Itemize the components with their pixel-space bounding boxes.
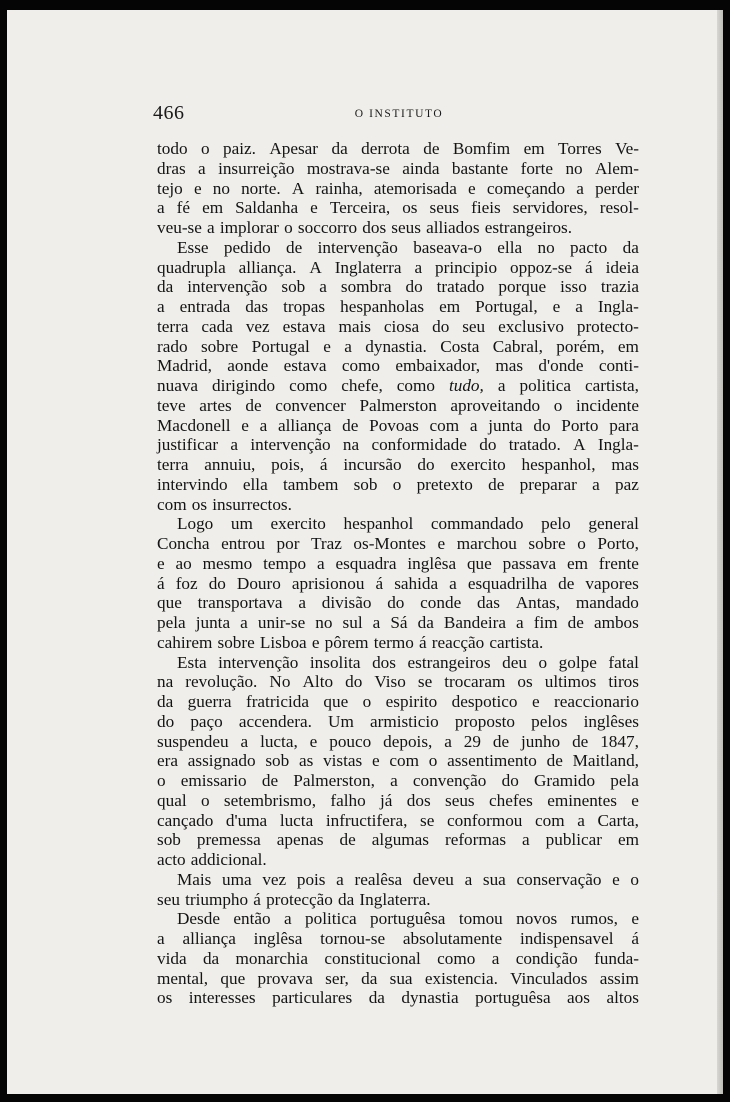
text-line: pela junta a unir-se no sul a Sá da Bandeira a fim de ambos [157,613,639,632]
text-line: acto addicional. [157,850,267,869]
text-line: justificar a intervenção na conformidade do tratado. A Ingla- [157,435,639,455]
text-line: todo o paiz. Apesar da derrota de Bomfim em Torres Ve- [157,139,639,158]
text-line: vida da monarchia constitucional como a condição funda- [157,948,639,968]
page-number: 466 [153,102,185,124]
text-line: nuava dirigindo como chefe, como tudo, a politica cartista, [157,376,639,395]
text-line: cançado d'uma lucta infructifera, se conformou com a Carta, [157,810,639,830]
text-line: quadrupla alliança. A Inglaterra a principio oppoz-se á ideia [157,257,639,277]
text-line: era assignado sob as vistas e com o assentimento de Maitland, [157,751,639,771]
text-line: a alliança inglêsa tornou-se absolutamente indispensavel á [157,929,639,948]
text-line: teve artes de convencer Palmerston aproveitando o incidente [157,395,639,415]
text-line: dras a insurreição mostrava-se ainda bastante forte no Alem- [157,158,639,178]
text-line: da guerra fratricida que o espirito despotico e reaccionario [157,692,639,711]
text-line: na revolução. No Alto do Viso se trocaram os ultimos tiros [157,672,639,692]
text-line: qual o setembrismo, falho já dos seus chefes eminentes e [157,790,639,810]
text-line: veu-se a implorar o soccorro dos seus alliados estrangeiros. [157,218,573,237]
text-line: mental, que provava ser, da sua existencia. Vinculados assim [157,968,639,988]
text-line: á foz do Douro aprisionou á sahida a esquadrilha de vapores [157,573,639,593]
text-line: terra cada vez estava mais ciosa do seu exclusivo protecto- [157,316,639,336]
text-line: o emissario de Palmerston, a convenção do Gramido pela [157,771,639,790]
text-line: e ao mesmo tempo a esquadra inglêsa que passava em frente [157,553,639,573]
text-line: que transportava a divisão do conde das Antas, mandado [157,593,639,613]
page-header [153,102,645,130]
text-line: intervindo ella tambem sob o pretexto de preparar a paz [157,474,639,494]
text-line: tejo e no norte. A rainha, atemorisada e começando a perder [157,178,639,198]
text-line: rado sobre Portugal e a dynastia. Costa Cabral, porém, em [157,336,639,356]
text-line: com os insurrectos. [157,494,292,514]
body-text [157,139,639,1008]
text-line: Mais uma vez pois a realêsa deveu a sua conservação e o [177,869,639,889]
text-line: da intervenção sob a sombra do tratado porque isso trazia [157,277,639,297]
text-line: cahirem sobre Lisboa e pôrem termo á reacção cartista. [157,632,544,652]
text-line: Esta intervenção insolita dos estrangeiros deu o golpe fatal [177,652,639,672]
text-line: Desde então a politica portuguêsa tomou novos rumos, e [177,909,639,929]
text-line: sob premessa apenas de algumas reformas a publicar em [157,830,639,850]
text-line: Concha entrou por Traz os-Montes e marchou sobre o Porto, [157,534,639,553]
text-line: a fé em Saldanha e Terceira, os seus fieis servidores, resol- [157,198,639,218]
page-edge [717,10,723,1094]
text-line: os interesses particulares da dynastia portuguêsa aos altos [157,988,639,1008]
text-line: seu triumpho á protecção da Inglaterra. [157,889,431,909]
text-line: a entrada das tropas hespanholas em Portugal, e a Ingla- [157,297,639,316]
running-head: O INSTITUTO [354,108,444,120]
text-line: terra annuiu, pois, á incursão do exercito hespanhol, mas [157,455,639,474]
text-line: suspendeu a lucta, e pouco depois, a 29 de junho de 1847, [157,731,639,751]
text-line: Macdonell e a alliança de Povoas com a junta do Porto para [157,415,639,435]
text-line: Logo um exercito hespanhol commandado pelo general [177,514,639,534]
text-line: do paço accendera. Um armisticio proposto pelos inglêses [157,711,639,731]
text-line: Esse pedido de intervenção baseava-o ella no pacto da [177,237,639,257]
document-page [7,10,723,1094]
text-line: Madrid, aonde estava como embaixador, mas d'onde conti- [157,356,639,376]
